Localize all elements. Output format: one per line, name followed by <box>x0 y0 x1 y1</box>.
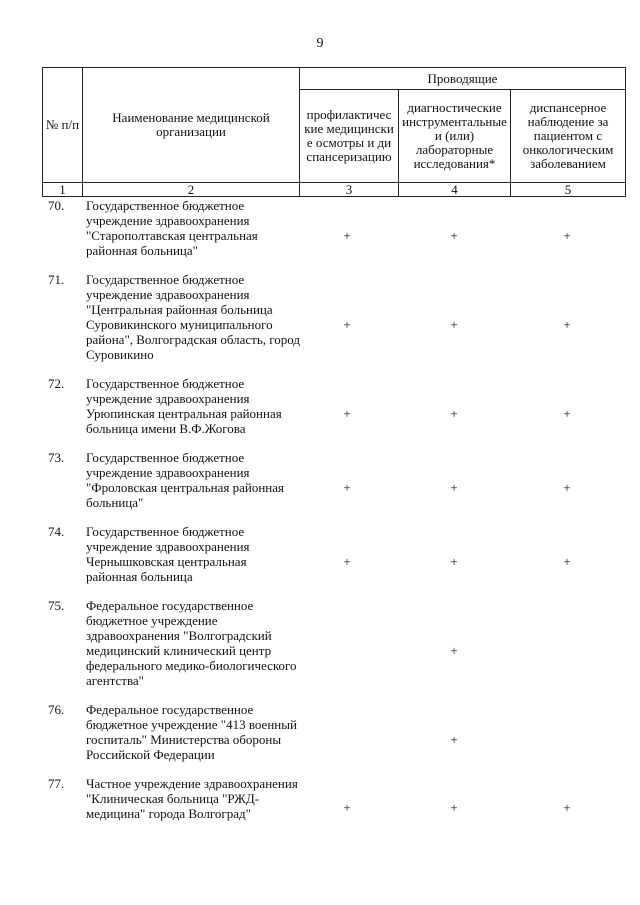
mark-col5: + <box>563 480 571 495</box>
mark-col3: + <box>343 228 351 243</box>
mark-col4: + <box>450 554 458 569</box>
mark-col3: + <box>343 406 351 421</box>
row-number: 73. <box>48 450 65 465</box>
mark-col4: + <box>450 732 458 747</box>
col-number: 4 <box>451 181 458 197</box>
organization-name: Государственное бюджетное учреждение здравоохранения Урюпинская центральная районная больница имени В.Ф.Жогова <box>86 376 282 436</box>
header-col3: профилактические медицинские осмотры и диспансеризацию <box>304 107 394 164</box>
mark-col3: + <box>343 554 351 569</box>
table-header <box>42 67 626 197</box>
organization-name: Государственное бюджетное учреждение здравоохранения "Центральная районная больница Суровикинского муниципального района", Волгоградская область, город Суровикино <box>86 272 301 362</box>
row-number: 71. <box>48 272 65 287</box>
mark-col4: + <box>450 228 458 243</box>
organization-name: Федеральное государственное бюджетное учреждение "413 военный госпиталь" Министерства обороны Российской Федерации <box>86 702 297 762</box>
row-number: 76. <box>48 702 65 717</box>
mark-col3: + <box>343 317 351 332</box>
row-number: 74. <box>48 524 65 539</box>
mark-col4: + <box>450 317 458 332</box>
row-number: 75. <box>48 598 65 613</box>
organization-name: Государственное бюджетное учреждение здравоохранения "Фроловская центральная районная больница" <box>86 450 285 510</box>
row-number: 77. <box>48 776 65 791</box>
mark-col4: + <box>450 480 458 495</box>
header-col-num: № п/п <box>45 117 80 132</box>
mark-col3: + <box>343 800 351 815</box>
mark-col4: + <box>450 800 458 815</box>
page-number: 9 <box>316 36 324 51</box>
mark-col5: + <box>563 228 571 243</box>
header-col5: диспансерное наблюдение за пациентом с онкологическим заболеванием <box>522 100 614 171</box>
header-group: Проводящие <box>427 70 498 86</box>
row-number: 72. <box>48 376 65 391</box>
mark-col5: + <box>563 800 571 815</box>
mark-col3: + <box>343 480 351 495</box>
col-number: 1 <box>59 181 66 197</box>
mark-col5: + <box>563 554 571 569</box>
mark-col5: + <box>563 406 571 421</box>
organization-name: Федеральное государственное бюджетное учреждение здравоохранения "Волгоградский медицинский клинический центр федерального медико-биологического агентства" <box>86 598 297 688</box>
mark-col5: + <box>563 317 571 332</box>
organization-name: Государственное бюджетное учреждение здравоохранения "Старополтавская центральная районная больница" <box>86 198 258 258</box>
mark-col4: + <box>450 406 458 421</box>
row-number: 70. <box>48 198 65 213</box>
header-col-name: Наименование медицинской организации <box>112 110 270 139</box>
mark-col4: + <box>450 643 458 658</box>
organization-name: Частное учреждение здравоохранения "Клиническая больница "РЖД-медицина" города Волгоград" <box>86 776 298 821</box>
col-number: 5 <box>564 181 572 197</box>
col-number: 2 <box>187 181 195 197</box>
col-number: 3 <box>345 181 353 197</box>
header-col4: диагностические инструментальные и (или) лабораторные исследования* <box>402 100 507 171</box>
organization-name: Государственное бюджетное учреждение здравоохранения Чернышковская центральная районная больница <box>86 524 250 584</box>
